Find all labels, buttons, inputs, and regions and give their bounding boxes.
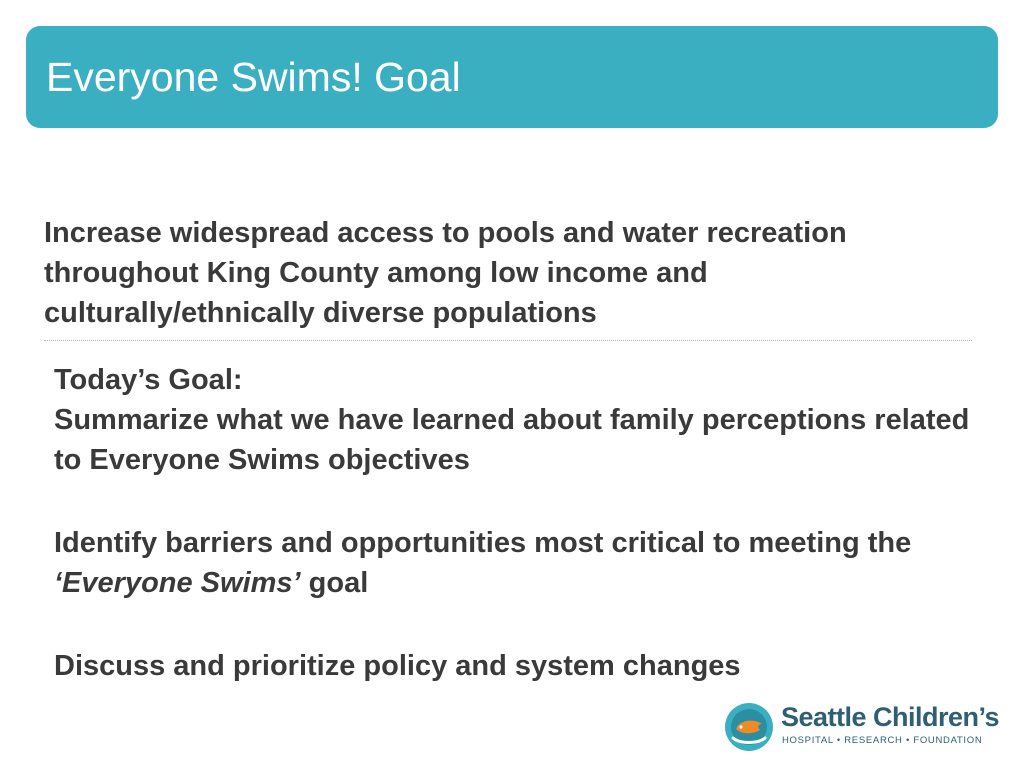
logo-subtitle: HOSPITAL • RESEARCH • FOUNDATION — [782, 735, 983, 746]
goal-item-identify-emphasis: ‘Everyone Swims’ — [54, 567, 301, 599]
logo-name: Seattle Children’s — [781, 702, 1000, 732]
dotted-divider — [44, 340, 972, 341]
goals-heading: Today’s Goal: — [54, 364, 243, 396]
intro-statement: Increase widespread access to pools and water recreation throughout King County among low income and culturally/ethnically diverse populations — [44, 217, 847, 329]
goal-item-discuss: Discuss and prioritize policy and system changes — [54, 650, 741, 682]
title-bar — [26, 26, 998, 128]
goal-item-identify-tail: goal — [300, 567, 369, 599]
goal-item-identify — [54, 523, 974, 603]
slide-title: Everyone Swims! Goal — [46, 54, 461, 100]
seattle-childrens-logo — [724, 700, 1000, 754]
goal-item-identify-text: Identify barriers and opportunities most critical to meeting the — [54, 527, 912, 559]
goal-item-summarize: Summarize what we have learned about family perceptions related to Everyone Swims objectives — [54, 404, 970, 476]
whale-logo-icon — [724, 702, 774, 752]
goals-section — [54, 360, 974, 686]
